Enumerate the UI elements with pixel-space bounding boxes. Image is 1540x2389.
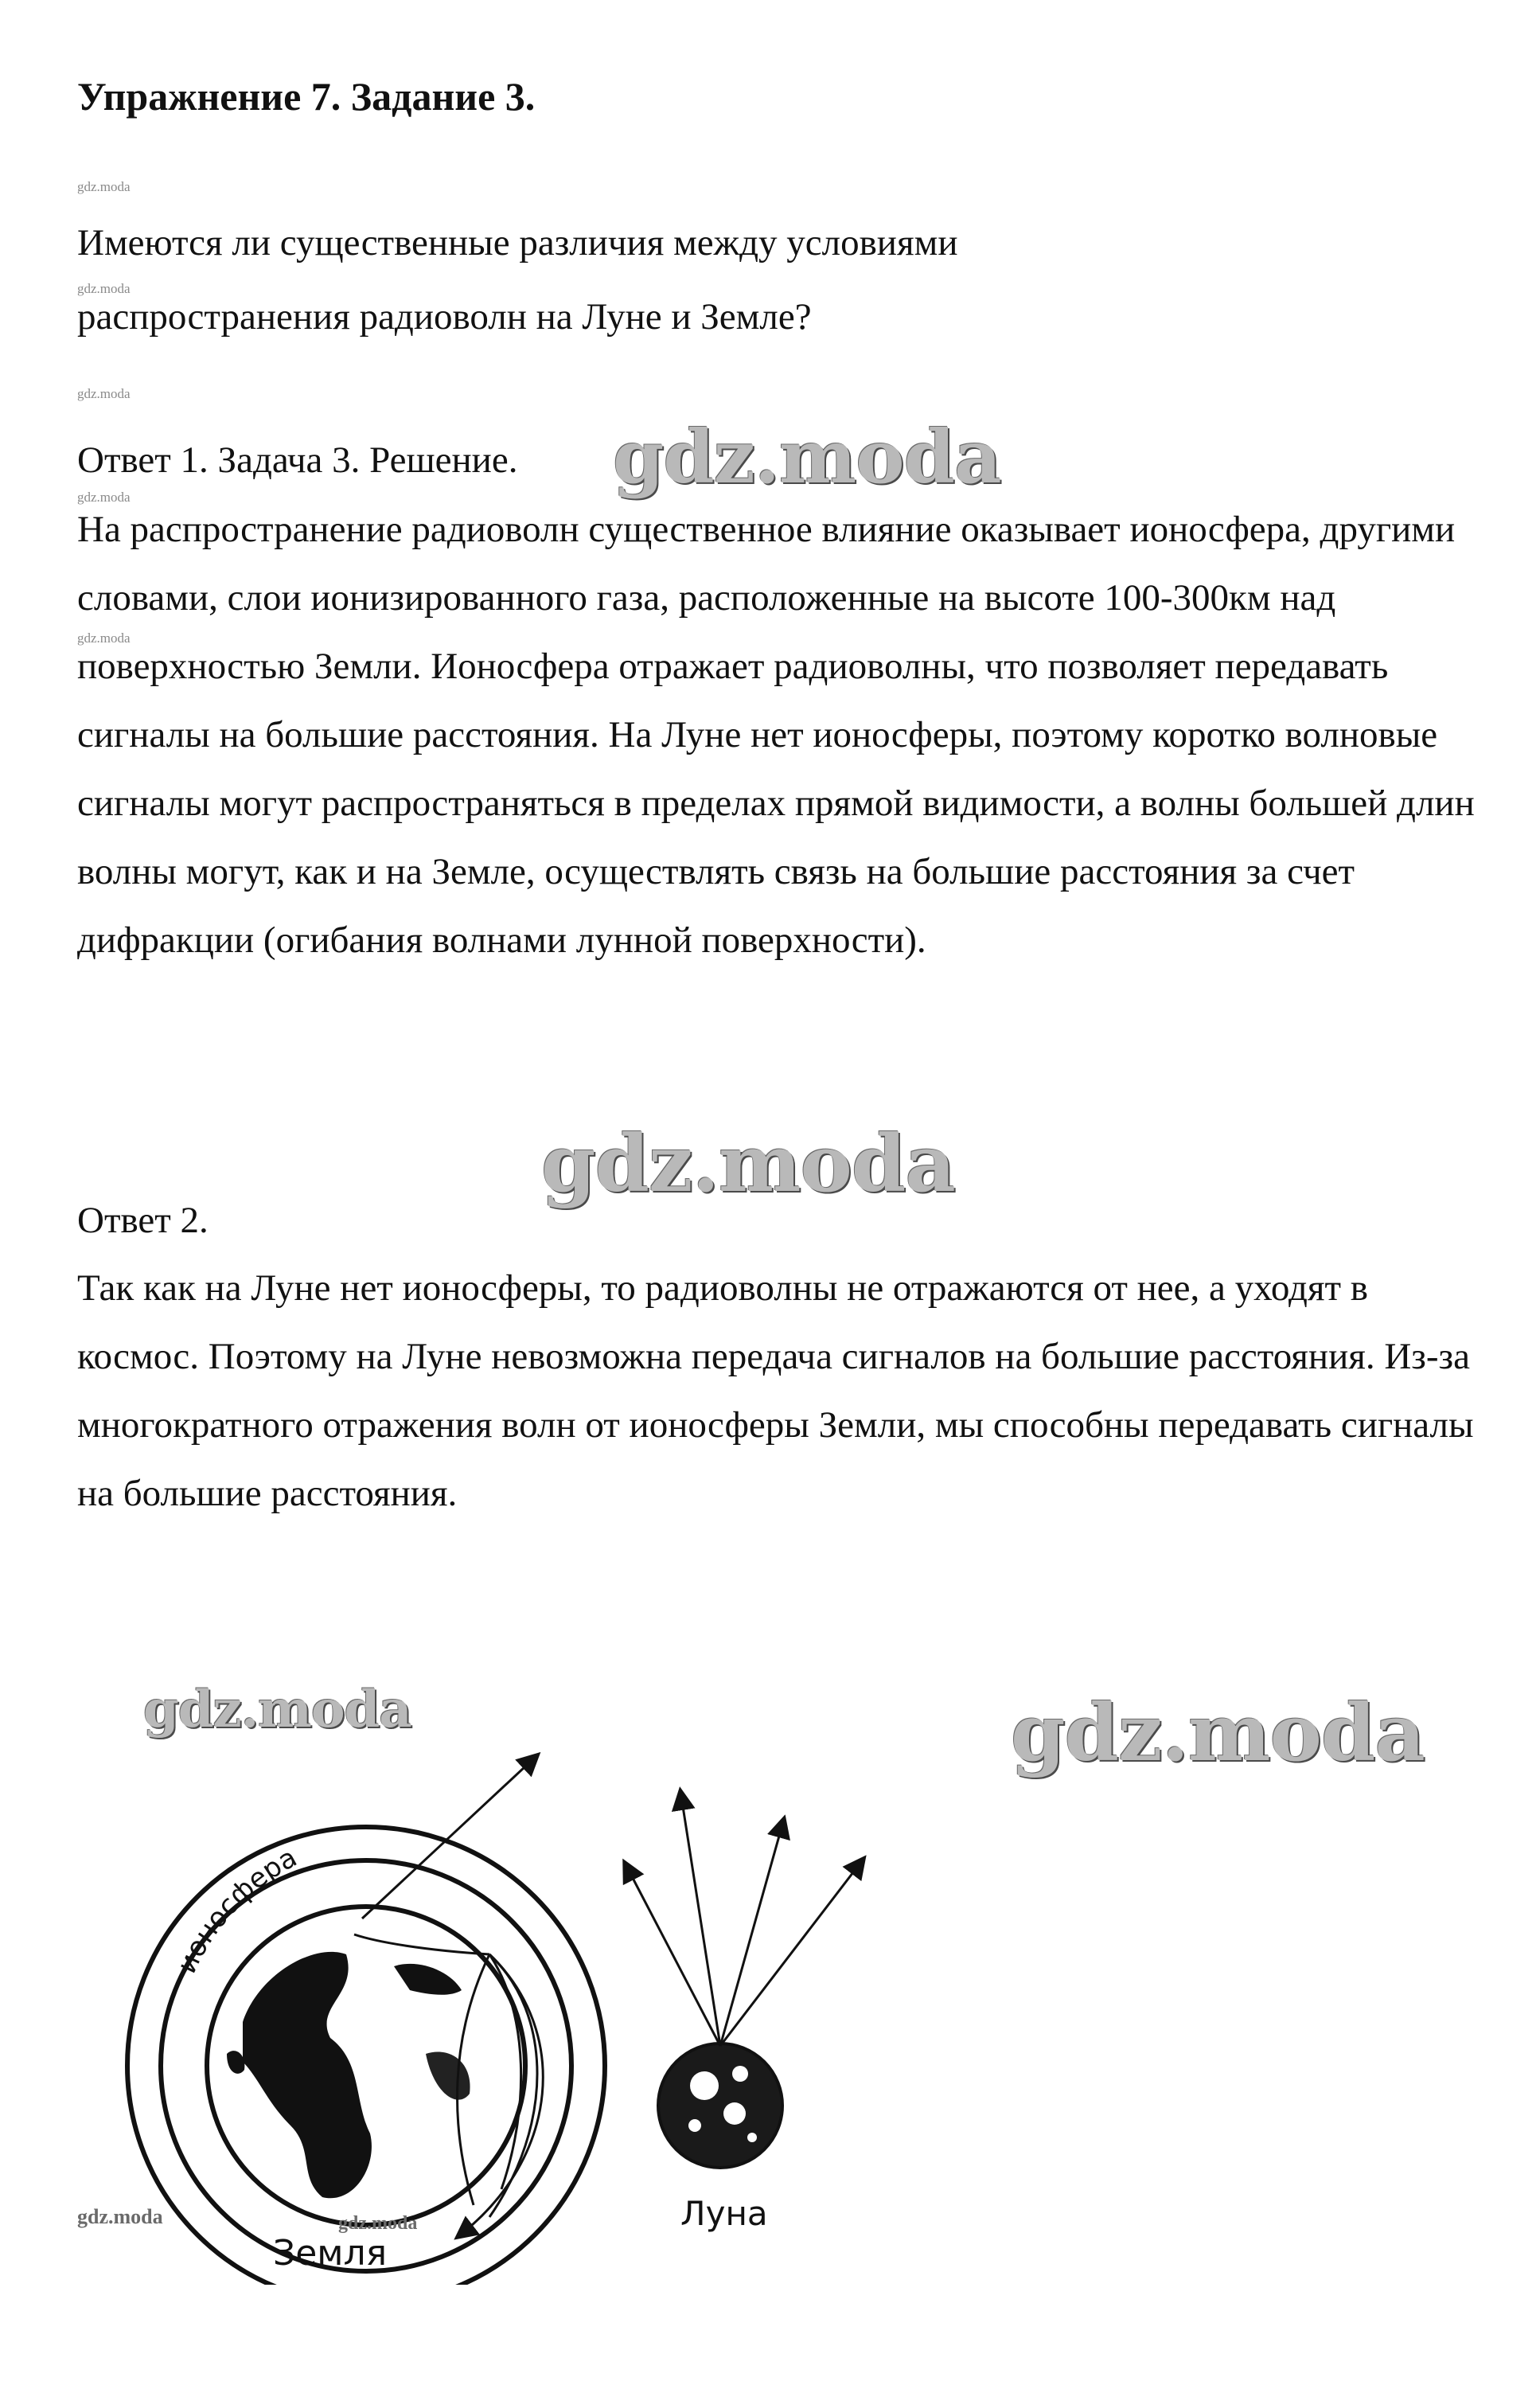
- watermark-small: gdz.moda: [77, 490, 131, 505]
- ionosphere-label: ионосфера: [170, 1841, 302, 1978]
- watermark-large: gdz.moda: [143, 1680, 411, 1739]
- moon-label: Луна: [680, 2194, 768, 2233]
- watermark-small: gdz.moda: [77, 386, 131, 401]
- moon-globe: [658, 2044, 782, 2168]
- answer1-text: На распространение радиоволн существенное влияние оказывает ионосфера, другими словами, слои ионизированного газа, расположенные на высоте 100-300км над поверхностью Земли. Ионосфера отражает радиоволны, что позволяет передавать сигналы на большие расстояния. На Луне нет ионосферы, поэтому коротко волновые сигналы могут распространяться в пределах прямой видимости, а волны большей длин волны могут, как и на Земле, осуществлять связь на большие расстояния за счет дифракции (огибания волнами лунной поверхности).: [77, 509, 1475, 961]
- watermark-small: gdz.moda: [77, 179, 131, 194]
- watermark-large: gdz.moda: [613, 414, 1001, 500]
- watermark-large: gdz.moda: [1011, 1688, 1425, 1779]
- escaping-wave-arrow: [362, 1755, 537, 1919]
- exercise-title: Упражнение 7. Задание 3.: [77, 74, 536, 119]
- watermark-small: gdz.moda: [77, 281, 131, 296]
- earth-label: Земля: [273, 2233, 388, 2274]
- watermark-small: gdz.moda: [77, 2205, 163, 2228]
- watermark-large: gdz.moda: [541, 1118, 955, 1210]
- moon-wave-arrows: [625, 1791, 864, 2046]
- answer2-text: Так как на Луне нет ионосферы, то радиоволны не отражаются от нее, а уходят в космос. Поэтому на Луне невозможна передача сигналов на большие расстояния. Из-за многократного отражения волн от ионосферы Земли, мы способны передавать сигналы на большие расстояния.: [77, 1267, 1474, 1514]
- watermark-small: gdz.moda: [338, 2213, 418, 2234]
- watermark-small: gdz.moda: [77, 630, 131, 646]
- question-line-1: Имеются ли существенные различия между условиями: [77, 222, 958, 263]
- answer1-heading: Ответ 1. Задача 3. Решение.: [77, 439, 518, 481]
- question-line-2: распространения радиоволн на Луне и Земле?: [77, 296, 812, 338]
- answer2-heading: Ответ 2.: [77, 1200, 209, 1241]
- earth-moon-radio-diagram: [76, 1680, 899, 2285]
